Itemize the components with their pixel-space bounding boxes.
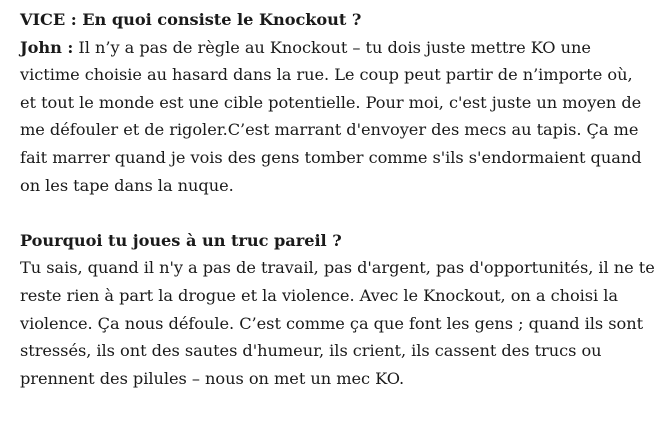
paragraph-spacer [20,199,666,227]
answer-2-line-1: Tu sais, quand il n'y a pas de travail, pas d'argent, pas d'opportunités, il ne te [20,258,655,278]
answer-2-line-2: reste rien à part la drogue et la violence. Avec le Knockout, on a choisi la [20,285,619,305]
answer-1-line-2: victime choisie au hasard dans la rue. Le coup peut partir de n’importe où, [20,65,633,85]
answer-1-line-3: et tout le monde est une cible potentielle. Pour moi, c'est juste un moyen de [20,92,642,112]
answer-1-line-1 [20,34,666,62]
speaker-label: John : [20,37,74,57]
question-2: Pourquoi tu joues à un truc pareil ? [20,230,342,250]
answer-1-line-6: on les tape dans la nuque. [20,175,234,195]
answer-1-line-4: me défouler et de rigoler.C’est marrant d'envoyer des mecs au tapis. Ça me [20,120,639,140]
interview-article [20,6,666,392]
answer-2-line-5: prennent des pilules – nous on met un mec KO. [20,368,405,388]
answer-2-line-3: violence. Ça nous défoule. C’est comme ça que font les gens ; quand ils sont [20,313,644,333]
answer-2-line-4: stressés, ils ont des sautes d'humeur, ils crient, ils cassent des trucs ou [20,341,602,361]
answer-1-text-1: Il n’y a pas de règle au Knockout – tu dois juste mettre KO une [73,37,591,57]
question-1: VICE : En quoi consiste le Knockout ? [20,10,362,29]
answer-1-line-5: fait marrer quand je vois des gens tomber comme s'ils s'endormaient quand [20,147,642,167]
